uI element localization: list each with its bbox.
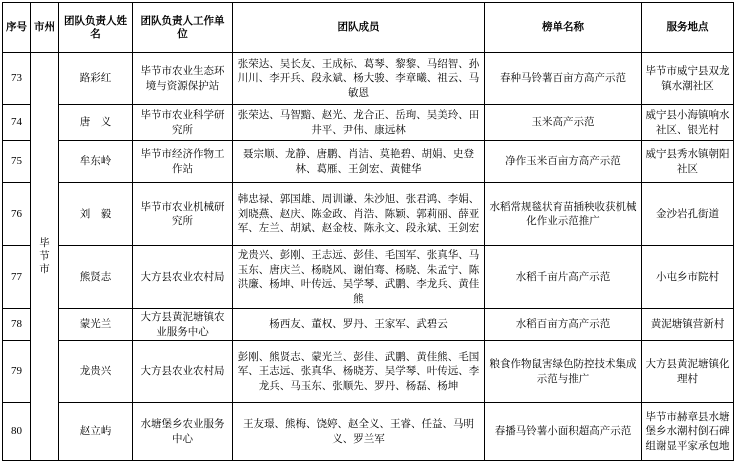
- header-row: [3, 3, 734, 53]
- members-cell: 王友璟、熊梅、饶婷、赵全义、王睿、任益、马明义、罗兰军: [233, 403, 485, 461]
- unit-cell: 大方县农业农村局: [133, 341, 233, 403]
- table-row: [3, 309, 734, 341]
- header-unit: 团队负责人工作单位: [133, 3, 233, 53]
- list-cell: 玉米高产示范: [485, 105, 642, 141]
- leader-cell: 刘 毅: [59, 183, 133, 246]
- table-row: [3, 341, 734, 403]
- table-row: [3, 53, 734, 105]
- members-cell: 龙贵兴、彭刚、王志远、彭佳、毛国军、张真华、马玉东、唐庆兰、杨晓风、谢伯骞、杨晓、朱孟宁、陈洪廉、杨坤、叶传远、吴学琴、武鹏、李龙兵、黄佳熊: [233, 246, 485, 309]
- table-row: [3, 246, 734, 309]
- place-cell: 毕节市威宁县双龙镇水潮社区: [642, 53, 734, 105]
- leader-cell: 赵立屿: [59, 403, 133, 461]
- place-cell: 黄泥塘镇营新村: [642, 309, 734, 341]
- place-cell: 威宁县秀水镇朝阳社区: [642, 141, 734, 183]
- header-place: 服务地点: [642, 3, 734, 53]
- seq-cell: 79: [3, 341, 31, 403]
- place-cell: 小屯乡市院村: [642, 246, 734, 309]
- leader-cell: 牟东岭: [59, 141, 133, 183]
- leader-cell: 路彩红: [59, 53, 133, 105]
- list-cell: 水稻千亩片高产示范: [485, 246, 642, 309]
- header-list: 榜单名称: [485, 3, 642, 53]
- unit-cell: 大方县农业农村局: [133, 246, 233, 309]
- city-name: 毕节市: [39, 236, 50, 275]
- list-cell: 粮食作物鼠害绿色防控技术集成示范与推广: [485, 341, 642, 403]
- table-row: [3, 141, 734, 183]
- list-cell: 春播马铃薯小面积超高产示范: [485, 403, 642, 461]
- members-cell: 彭刚、熊贤志、蒙光兰、彭佳、武鹏、黄佳熊、毛国军、王志远、张真华、杨晓芳、吴学琴、叶传远、李龙兵、马玉东、张顺先、罗丹、杨磊、杨坤: [233, 341, 485, 403]
- table-row: [3, 105, 734, 141]
- leader-cell: 蒙光兰: [59, 309, 133, 341]
- unit-cell: 毕节市农业机械研究所: [133, 183, 233, 246]
- members-cell: 张荣达、吴长友、王成标、葛琴、黎黎、马绍智、孙川川、李开兵、段永斌、杨大骏、李章曦、祖云、马敏恩: [233, 53, 485, 105]
- seq-cell: 77: [3, 246, 31, 309]
- list-cell: 春种马铃薯百亩方高产示范: [485, 53, 642, 105]
- seq-cell: 74: [3, 105, 31, 141]
- unit-cell: 毕节市农业生态环境与资源保护站: [133, 53, 233, 105]
- members-cell: 张荣达、马智黯、赵光、龙合正、岳珣、吴美玲、田井平、尹伟、康远林: [233, 105, 485, 141]
- seq-cell: 78: [3, 309, 31, 341]
- list-cell: 净作玉米百亩方高产示范: [485, 141, 642, 183]
- leader-cell: 龙贵兴: [59, 341, 133, 403]
- seq-cell: 75: [3, 141, 31, 183]
- unit-cell: 水塘堡乡农业服务中心: [133, 403, 233, 461]
- members-cell: 韩忠禄、郭国雄、周训谦、朱沙旭、张君鸿、李娟、刘晓燕、赵庆、陈金政、肖浩、陈颖、郭莉丽、薛亚军、左兰、胡斌、赵金枝、陈永文、段永斌、王剑宏: [233, 183, 485, 246]
- list-cell: 水稻常规毯状育苗插秧收获机械化作业示范推广: [485, 183, 642, 246]
- leader-cell: 熊贤志: [59, 246, 133, 309]
- leader-cell: 唐 义: [59, 105, 133, 141]
- members-cell: 聂宗顺、龙静、唐鹏、肖洁、莫艳碧、胡娟、史登林、葛雁、王剑宏、黄健华: [233, 141, 485, 183]
- unit-cell: 毕节市经济作物工作站: [133, 141, 233, 183]
- place-cell: 金沙岩孔街道: [642, 183, 734, 246]
- header-city: 市州: [31, 3, 59, 53]
- place-cell: 大方县黄泥塘镇化理村: [642, 341, 734, 403]
- members-cell: 杨西友、董权、罗丹、王家军、武碧云: [233, 309, 485, 341]
- unit-cell: 毕节市农业科学研究所: [133, 105, 233, 141]
- table-row: [3, 183, 734, 246]
- table-row: [3, 403, 734, 461]
- team-table: [2, 2, 734, 461]
- header-seq: 序号: [3, 3, 31, 53]
- city-cell: [31, 53, 59, 461]
- list-cell: 水稻百亩方高产示范: [485, 309, 642, 341]
- seq-cell: 80: [3, 403, 31, 461]
- seq-cell: 73: [3, 53, 31, 105]
- place-cell: 威宁县小海镇响水社区、银光村: [642, 105, 734, 141]
- place-cell: 毕节市赫章县水塘堡乡水潮村倒石碑组谢显平家承包地: [642, 403, 734, 461]
- unit-cell: 大方县黄泥塘镇农业服务中心: [133, 309, 233, 341]
- header-members: 团队成员: [233, 3, 485, 53]
- seq-cell: 76: [3, 183, 31, 246]
- header-leader: 团队负责人姓名: [59, 3, 133, 53]
